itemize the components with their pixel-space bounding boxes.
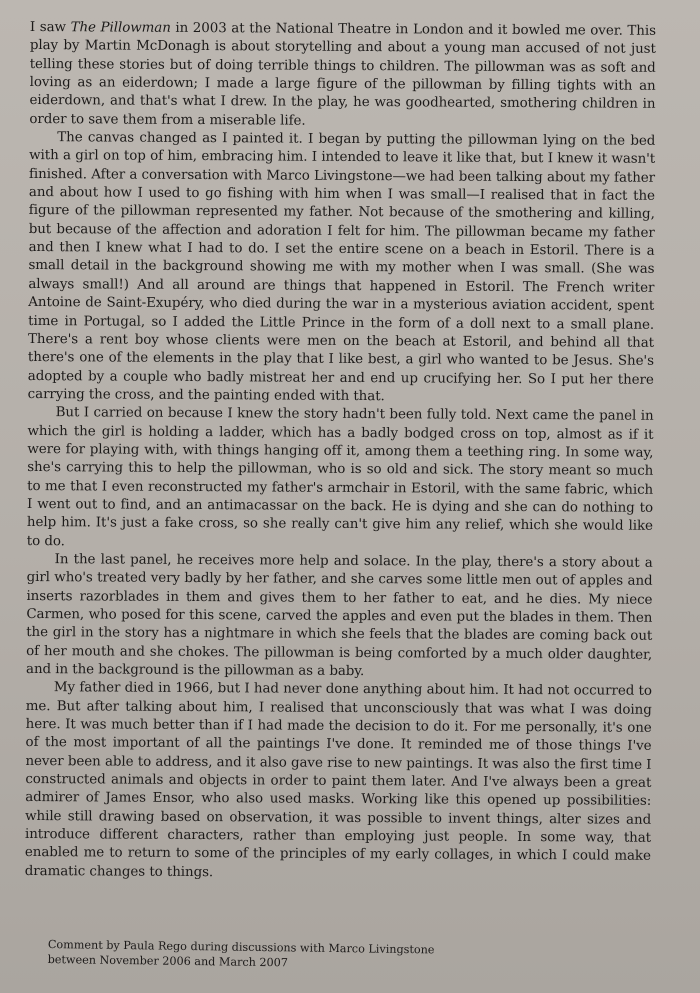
paragraph-1-rest: in 2003 at the National Theatre in London and it bowled me over. This play by Martin McDonagh is about storytelling and about a young man accused of not just telling these stories but of doing terrible things to children. The pillowman was as soft and loving as an eiderdown; I made a large figure of the pillowman by filling tights with an eiderdown, and that's what I drew. In the play, he was goodhearted, smothering children in order to save them from a miserable life. bbox=[29, 20, 656, 129]
paragraph-5: My father died in 1966, but I had never done anything about him. It had not occurred to me. But after talking about him, I realised that unconsciously that was what I was doing here. It was much better than if I had made the decision to do it. For me personally, it's one of the most important of all the paintings I've done. It reminded me of those things I've never been able to address, and it also gave rise to new paintings. It was also the first time I constructed animals and objects in order to paint them later. And I've always been a great admirer of James Ensor, who also used masks. Working like this opened up possibilities: while still drawing based on observation, it was possible to invent things, alter sizes and introduce different characters, rather than employing just people. In some way, that enabled me to return to some of the principles of my early collages, in which I could make dramatic changes to things. bbox=[24, 680, 652, 880]
paragraph-4: In the last panel, he receives more help and solace. In the play, there's a story about a girl who's treated very badly by her father, and she carves some little men out of apples and inserts razorblades in them and gives them to her father to eat, and he dies. My niece Carmen, who posed for this scene, carved the apples and even put the blades in them. Then the girl in the story has a nightmare in which she feels that the blades are coming back out of her mouth and she chokes. The pillowman is being comforted by a much older daughter, and in the background is the pillowman as a baby. bbox=[25, 552, 653, 680]
essay-body bbox=[25, 19, 656, 885]
attribution-line-1: Comment by Paula Rego during discussions with Marco Livingstone bbox=[47, 938, 435, 957]
play-title: The Pillowman bbox=[70, 20, 171, 36]
attribution-line-2: between November 2006 and March 2007 bbox=[47, 952, 288, 969]
paragraph-1 bbox=[29, 19, 656, 133]
paragraph-2: The canvas changed as I painted it. I began by putting the pillowman lying on the bed with a girl on top of him, embracing him. I intended to leave it like that, but I knew it wasn't finished. After a conversation with Marco Livingstone—we had been talking about my father and about how I used to go fishing with him when I was small—I realised that in fact the figure of the pillowman represented my father. Not because of the smothering and killing, but because of the affection and adoration I felt for him. The pillowman became my father and then I knew what I had to do. I set the entire scene on a beach in Estoril. There is a small detail in the background showing me with my mother when I was small. (She was always small!) And all around are things that happened in Estoril. The French writer Antoine de Saint-Exupéry, who died during the war in a mysterious aviation accident, spent time in Portugal, so I added the Little Prince in the form of a doll next to a small plane. There's a rent boy whose clients were men on the beach at Estoril, and behind all that there's one of the elements in the play that I like best, a girl who wanted to be Jesus. She's adopted by a couple who badly mistreat her and end up crucifying her. So I put her there carrying the cross, and the painting ended with that. bbox=[27, 130, 656, 405]
paragraph-3: But I carried on because I knew the story hadn't been fully told. Next came the panel in which the girl is holding a ladder, which has a badly bodged cross on top, almost as if it were for playing with, with things hanging off it, among them a teething ring. In some way, she's carrying this to help the pillowman, who is so old and sick. The story meant so much to me that I even reconstructed my father's armchair in Estoril, with the same fabric, which I went out to find, and an antimacassar on the back. He is dying and she can do nothing to help him. It's just a fake cross, so she really can't give him any relief, which she would like to do. bbox=[26, 405, 654, 549]
paragraph-1-lead: I saw bbox=[29, 19, 71, 36]
attribution-note bbox=[47, 938, 435, 972]
